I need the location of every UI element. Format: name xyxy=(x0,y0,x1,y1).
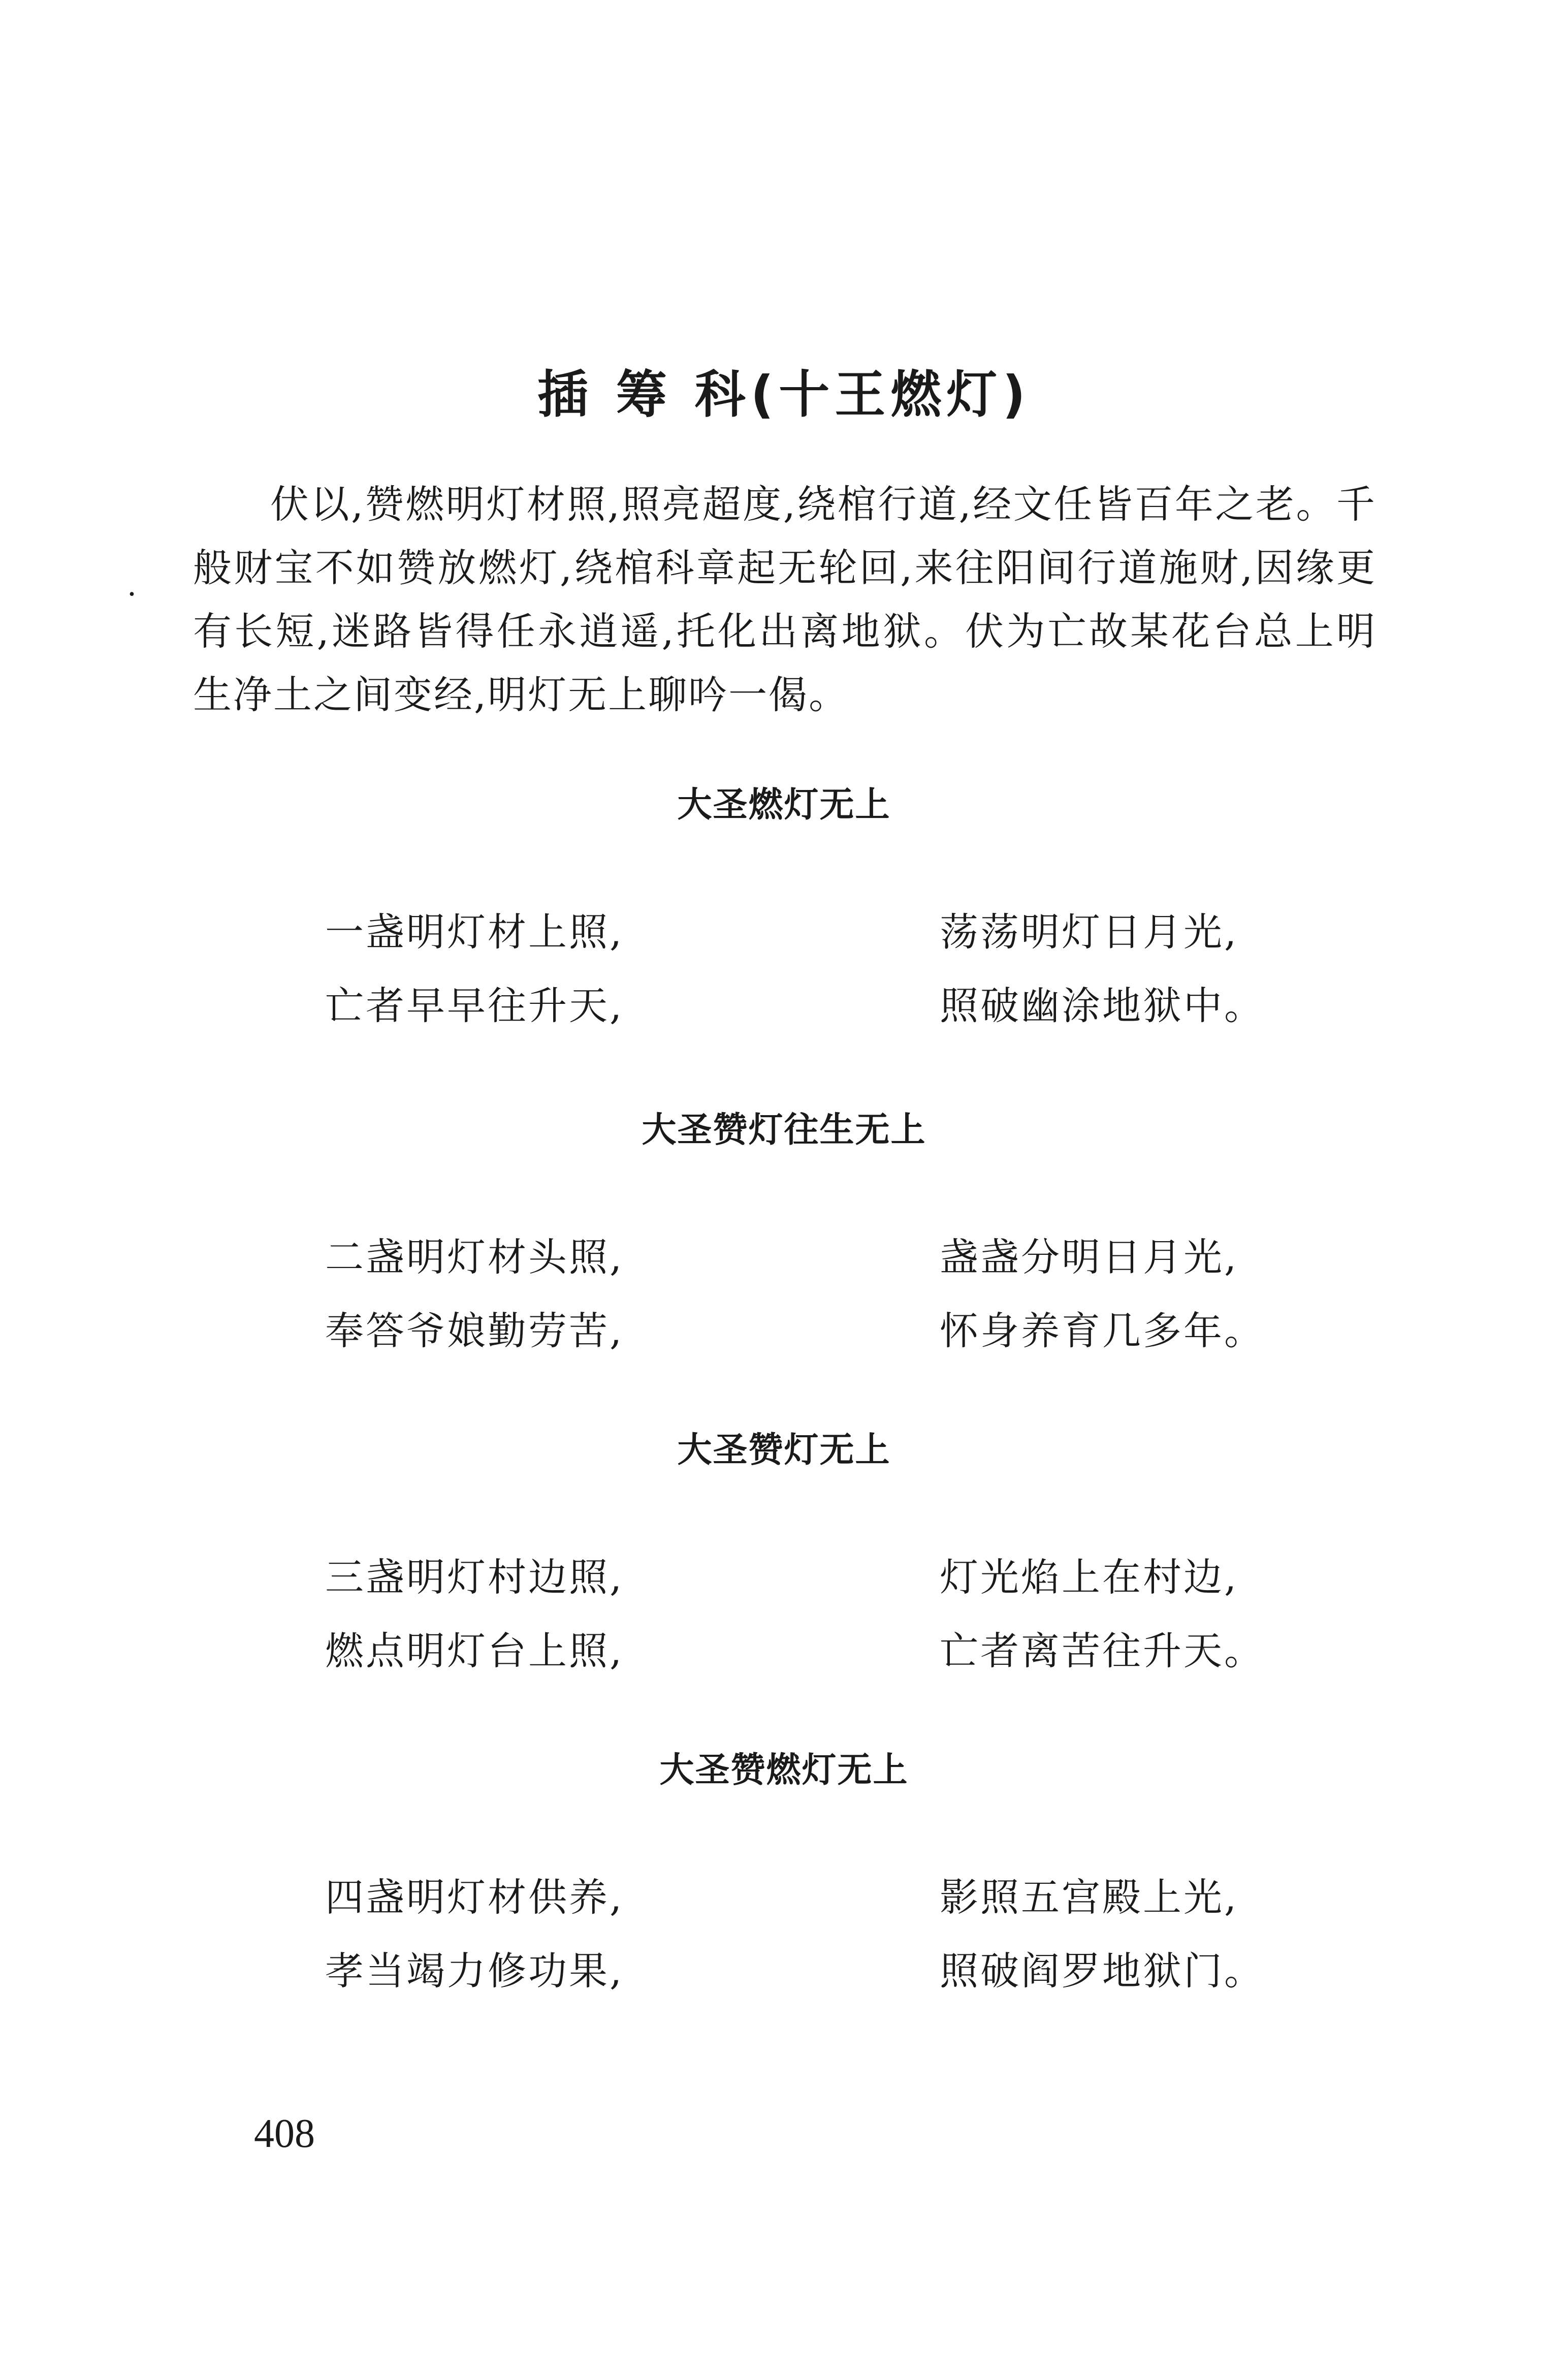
verse-line: 三盏明灯村边照, xyxy=(325,1555,624,1600)
verse-line: 二盏明灯材头照, xyxy=(325,1235,624,1280)
verse-line: 照破幽涂地狱中。 xyxy=(940,983,1265,1028)
verse-line: 影照五宫殿上光, xyxy=(940,1875,1239,1920)
verse-line: 一盏明灯材上照, xyxy=(325,909,624,955)
page-title: 插 筹 科(十王燃灯) xyxy=(537,365,1031,424)
verse-block xyxy=(0,1549,1568,1702)
verse-line: 照破阎罗地狱门。 xyxy=(940,1948,1265,1994)
verse-line: 亡者早早往升天, xyxy=(325,983,624,1028)
verse-line: 奉答爷娘勤劳苦, xyxy=(325,1308,624,1353)
section-heading: 大圣赞灯往生无上 xyxy=(642,1110,926,1150)
verse-block xyxy=(0,1229,1568,1382)
verse-line: 盏盏分明日月光, xyxy=(940,1235,1239,1280)
verse-line: 四盏明灯材供养, xyxy=(325,1875,624,1920)
intro-paragraph xyxy=(193,472,1377,726)
intro-text: 伏以,赞燃明灯材照,照亮超度,绕棺行道,经文任皆百年之老。千般财宝不如赞放燃灯,绕棺科章起无轮回,来往阳间行道施财,因缘更有长短,迷路皆得任永逍遥,托化出离地狱。伏为亡故某花台总上明生净土之间变经,明灯无上聊吟一偈。 xyxy=(193,482,1377,717)
verse-line: 亡者离苦往升天。 xyxy=(940,1628,1265,1673)
section-heading: 大圣赞灯无上 xyxy=(677,1430,891,1470)
verse-block xyxy=(0,1870,1568,2022)
verse-section-3 xyxy=(0,1428,1568,1702)
verse-line: 荡荡明灯日月光, xyxy=(940,909,1239,955)
verse-section-1 xyxy=(0,782,1568,1057)
verse-line: 孝当竭力修功果, xyxy=(325,1948,624,1994)
verse-block xyxy=(0,904,1568,1057)
verse-line: 灯光焰上在村边, xyxy=(940,1555,1239,1600)
verse-section-4 xyxy=(0,1748,1568,2022)
section-heading: 大圣赞燃灯无上 xyxy=(659,1750,909,1790)
section-heading: 大圣燃灯无上 xyxy=(677,785,891,825)
verse-section-2 xyxy=(0,1108,1568,1382)
verse-line: 怀身养育几多年。 xyxy=(940,1308,1265,1353)
page-number: 408 xyxy=(254,2111,315,2156)
margin-mark: · xyxy=(127,577,137,612)
verse-line: 燃点明灯台上照, xyxy=(325,1628,624,1673)
